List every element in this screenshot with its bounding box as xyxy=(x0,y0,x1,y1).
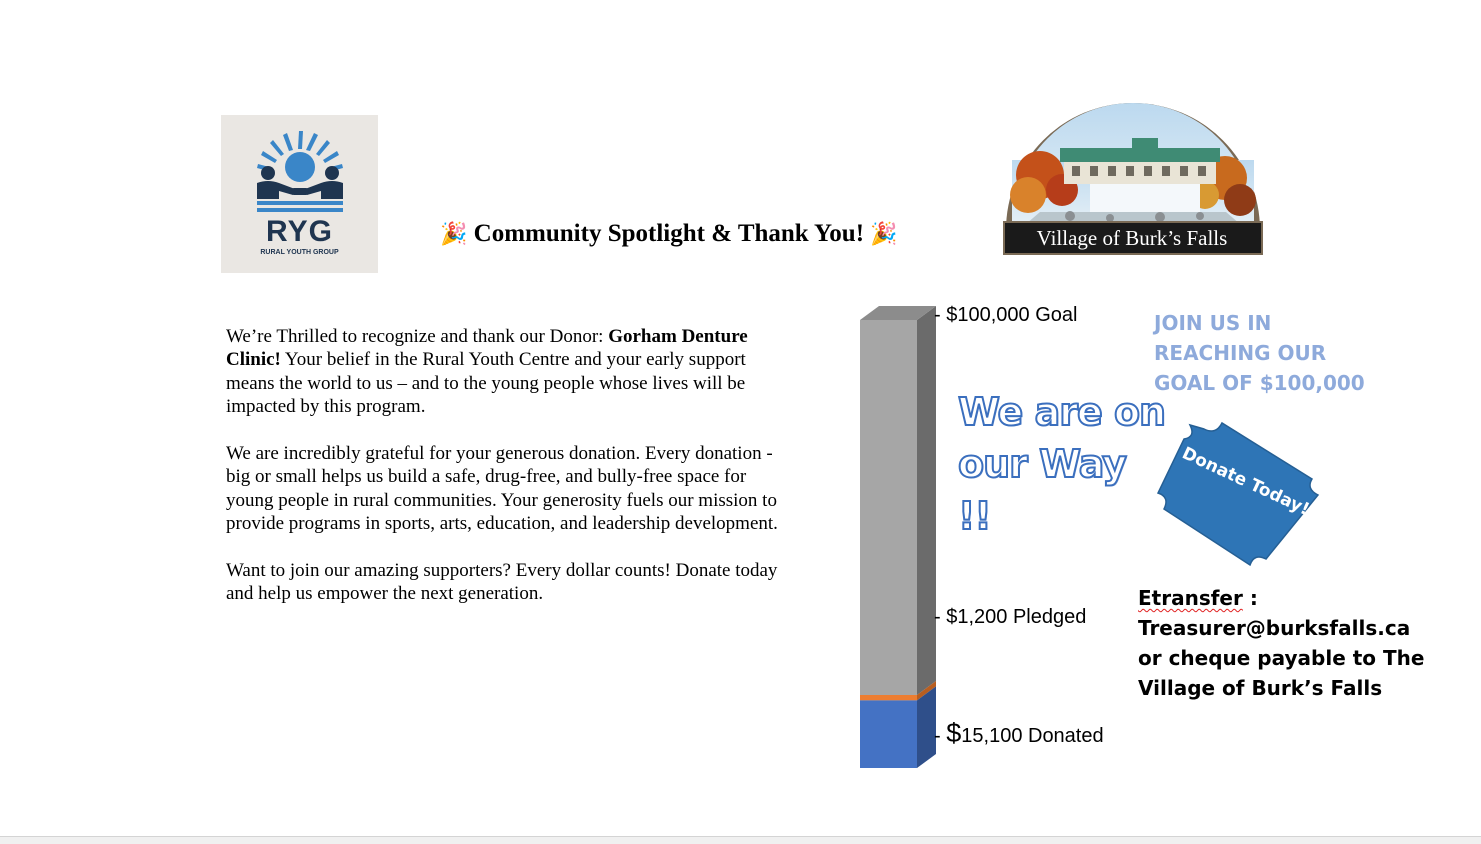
on-our-way-wordart: We are on our Way !! xyxy=(958,390,1166,538)
party-popper-icon: 🎉 xyxy=(440,222,468,247)
payment-details: Treasurer@burksfalls.ca or cheque payable to The Village of Burk’s Falls xyxy=(1138,616,1425,700)
call-to-action-paragraph: Want to join our amazing supporters? Every dollar counts! Donate today and help us empower the next generation. xyxy=(226,560,778,605)
gratitude-paragraph: We are incredibly grateful for your generous donation. Every donation - big or small helps us build a safe, drug-free, and bully-free space for young people in rural communities. Your generosity fuels our mission to provide programs in sports, arts, education, and leadership development. xyxy=(226,443,778,535)
thank-you-paragraph: We’re Thrilled to recognize and thank our Donor: Gorham Denture Clinic! Your belief in the Rural Youth Centre and your early support means the world to us – and to the young people whose lives will be impacted by this program. xyxy=(226,326,748,418)
page-title-text: Community Spotlight & Thank You! xyxy=(473,220,865,247)
ryg-logo-subtitle: RURAL YOUTH GROUP xyxy=(260,249,339,256)
party-popper-icon: 🎉 xyxy=(870,222,898,247)
join-goal-text: JOIN US IN REACHING OUR GOAL OF $100,000 xyxy=(1154,311,1365,395)
donated-marker-label: - $15,100 Donated xyxy=(934,718,1104,748)
thermometer-remaining-front xyxy=(860,320,917,695)
page-title xyxy=(440,220,1000,248)
donate-today-label[interactable]: Donate Today! xyxy=(1178,443,1313,520)
thermometer-donated-front xyxy=(860,700,917,768)
donor-name: Gorham Denture Clinic! xyxy=(226,326,748,371)
ryg-logo-letters: RYG xyxy=(266,215,333,248)
body-text xyxy=(226,325,788,629)
goal-marker-label: - $100,000 Goal xyxy=(934,304,1078,326)
fundraising-thermometer xyxy=(855,300,945,780)
thermometer-remaining-side xyxy=(917,306,936,695)
donate-today-button[interactable] xyxy=(1150,415,1330,575)
pledged-marker-label: - $1,200 Pledged xyxy=(934,606,1087,628)
etransfer-label: Etransfer xyxy=(1138,586,1243,610)
village-logo-label: Village of Burk’s Falls xyxy=(1036,226,1228,250)
ryg-logo xyxy=(221,115,378,273)
payment-info: Etransfer : Treasurer@burksfalls.ca or cheque payable to The Village of Burk’s Falls xyxy=(1138,586,1425,700)
thermometer-pledged-band xyxy=(860,695,917,700)
